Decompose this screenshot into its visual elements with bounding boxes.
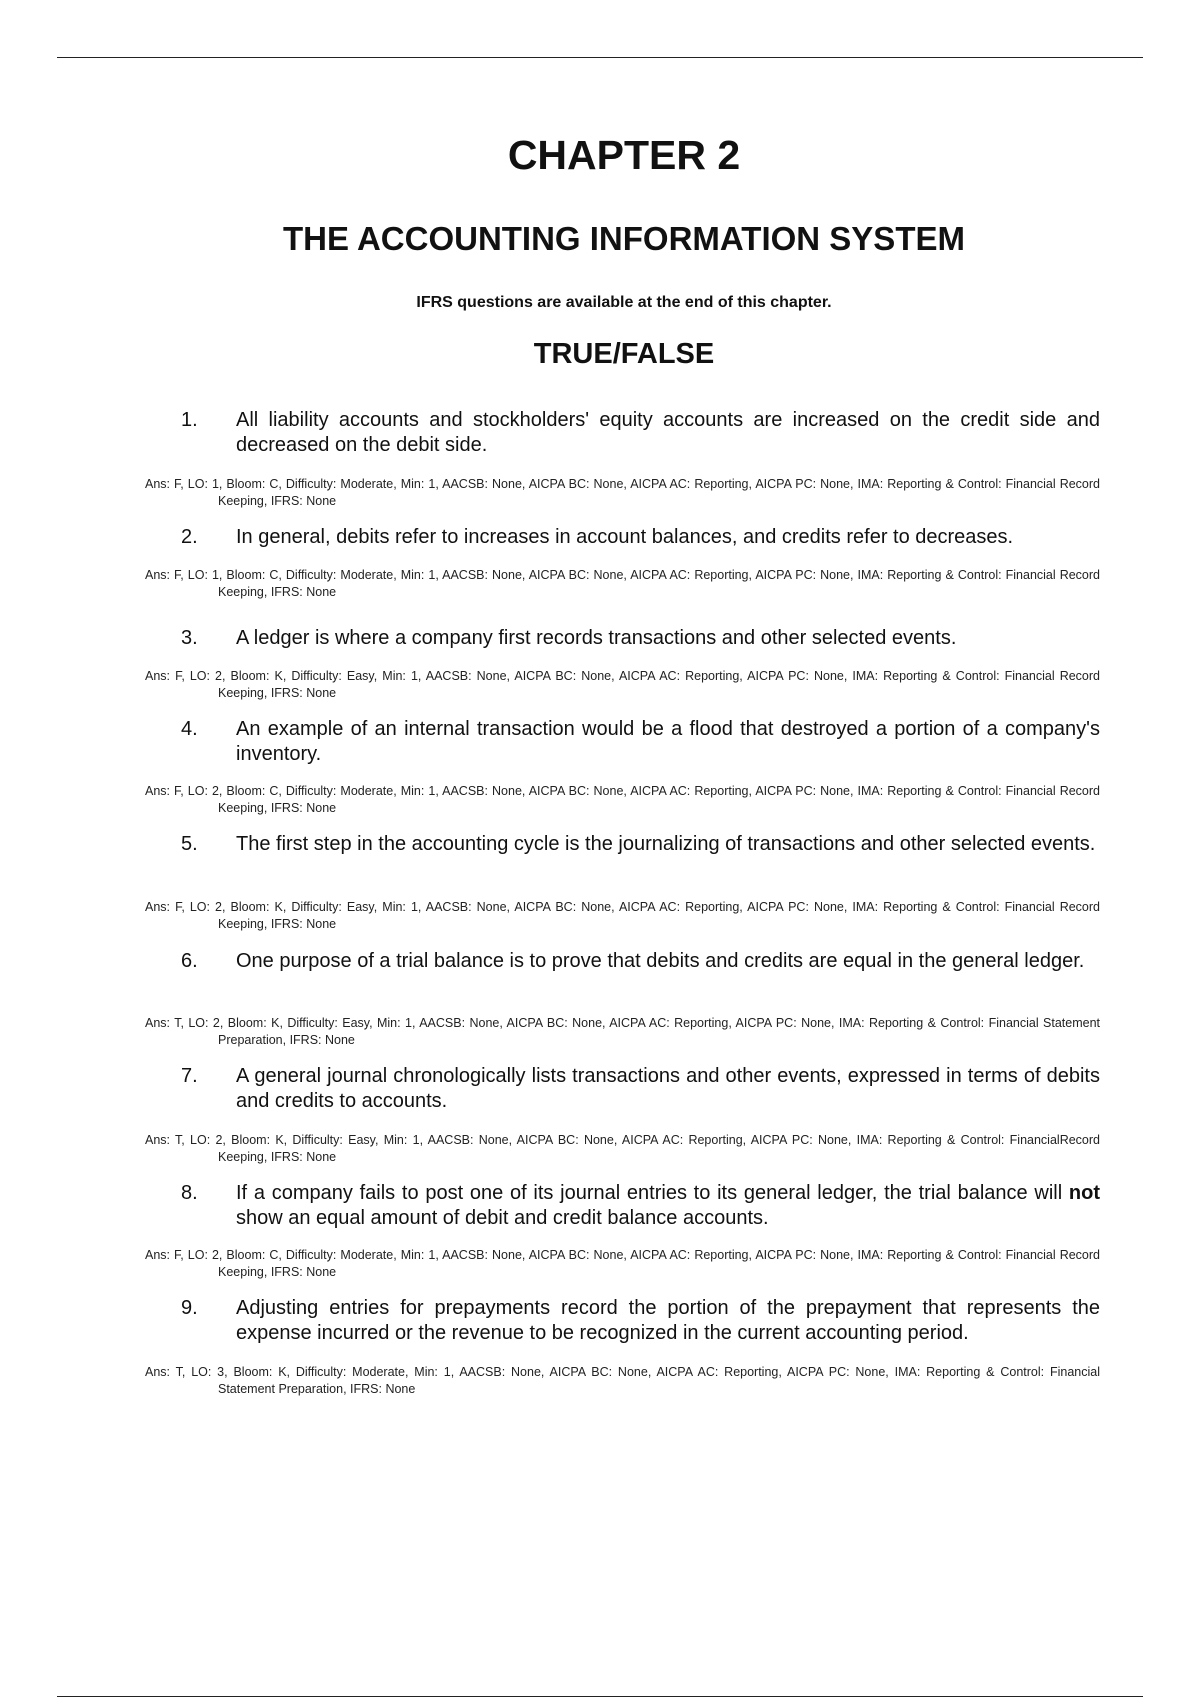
question-text: A ledger is where a company first records transactions and other selected events. [236, 627, 957, 649]
answer-metadata: Ans: T, LO: 2, Bloom: K, Difficulty: Easy, Min: 1, AACSB: None, AICPA BC: None, AICPA AC: Reporting, AICPA PC: None, IMA: Reporting & Control: Financial Statement Preparation, IFRS: None [145, 1016, 1100, 1047]
question-text-before: If a company fails to post one of its journal entries to its general ledger, the trial balance will [236, 1182, 1069, 1204]
answer-metadata: Ans: F, LO: 2, Bloom: K, Difficulty: Easy, Min: 1, AACSB: None, AICPA BC: None, AICPA AC: Reporting, AICPA PC: None, IMA: Reporting & Control: Financial Record Keeping, IFRS: None [145, 669, 1100, 700]
question-text: A general journal chronologically lists transactions and other events, expressed in terms of debits and credits to accounts. [236, 1065, 1100, 1112]
question-text: Adjusting entries for prepayments record the portion of the prepayment that represents the expense incurred or the revenue to be recognized in the current accounting period. [236, 1297, 1100, 1344]
question-number: 8. [181, 1182, 198, 1204]
answer-metadata: Ans: T, LO: 3, Bloom: K, Difficulty: Moderate, Min: 1, AACSB: None, AICPA BC: None, AICPA AC: Reporting, AICPA PC: None, IMA: Reporting & Control: Financial Statement Preparation, IFRS: None [145, 1365, 1100, 1396]
chapter-title: CHAPTER 2 [507, 132, 741, 178]
question-text: In general, debits refer to increases in account balances, and credits refer to decreases. [236, 526, 1014, 548]
answer-metadata: Ans: F, LO: 2, Bloom: C, Difficulty: Moderate, Min: 1, AACSB: None, AICPA BC: None, AICPA AC: Reporting, AICPA PC: None, IMA: Reporting & Control: Financial Record Keeping, IFRS: None [145, 1248, 1100, 1279]
answer-metadata: Ans: F, LO: 1, Bloom: C, Difficulty: Moderate, Min: 1, AACSB: None, AICPA BC: None, AICPA AC: Reporting, AICPA PC: None, IMA: Reporting & Control: Financial Record Keeping, IFRS: None [145, 477, 1100, 508]
question-text: All liability accounts and stockholders' equity accounts are increased on the credit side and decreased on the debit side. [236, 409, 1100, 456]
top-rule [57, 57, 1143, 58]
question-number: 9. [181, 1297, 198, 1319]
question-text-after: show an equal amount of debit and credit balance accounts. [236, 1207, 769, 1229]
question-number: 7. [181, 1065, 198, 1087]
question-text [236, 1181, 1100, 1231]
question-number: 6. [181, 950, 198, 972]
bottom-rule [57, 1696, 1143, 1697]
chapter-subtitle: THE ACCOUNTING INFORMATION SYSTEM [283, 220, 965, 257]
ifrs-note: IFRS questions are available at the end of this chapter. [416, 294, 832, 311]
answer-metadata: Ans: F, LO: 1, Bloom: C, Difficulty: Moderate, Min: 1, AACSB: None, AICPA BC: None, AICPA AC: Reporting, AICPA PC: None, IMA: Reporting & Control: Financial Record Keeping, IFRS: None [145, 568, 1100, 599]
question-number: 1. [181, 409, 198, 431]
section-title: TRUE/FALSE [533, 338, 715, 370]
question-text: An example of an internal transaction would be a flood that destroyed a portion of a company's inventory. [236, 718, 1100, 765]
question-number: 2. [181, 526, 198, 548]
question-number: 3. [181, 627, 198, 649]
question-number: 4. [181, 718, 198, 740]
answer-metadata: Ans: T, LO: 2, Bloom: K, Difficulty: Easy, Min: 1, AACSB: None, AICPA BC: None, AICPA AC: Reporting, AICPA PC: None, IMA: Reporting & Control: FinancialRecord Keeping, IFRS: None [145, 1133, 1100, 1164]
question-number: 5. [181, 833, 198, 855]
answer-metadata: Ans: F, LO: 2, Bloom: K, Difficulty: Easy, Min: 1, AACSB: None, AICPA BC: None, AICPA AC: Reporting, AICPA PC: None, IMA: Reporting & Control: Financial Record Keeping, IFRS: None [145, 900, 1100, 931]
question-text: The first step in the accounting cycle is the journalizing of transactions and other selected events. [236, 833, 1096, 855]
question-text: One purpose of a trial balance is to prove that debits and credits are equal in the general ledger. [236, 950, 1085, 972]
answer-metadata: Ans: F, LO: 2, Bloom: C, Difficulty: Moderate, Min: 1, AACSB: None, AICPA BC: None, AICPA AC: Reporting, AICPA PC: None, IMA: Reporting & Control: Financial Record Keeping, IFRS: None [145, 784, 1100, 815]
question-text-bold: not [1068, 1182, 1100, 1204]
